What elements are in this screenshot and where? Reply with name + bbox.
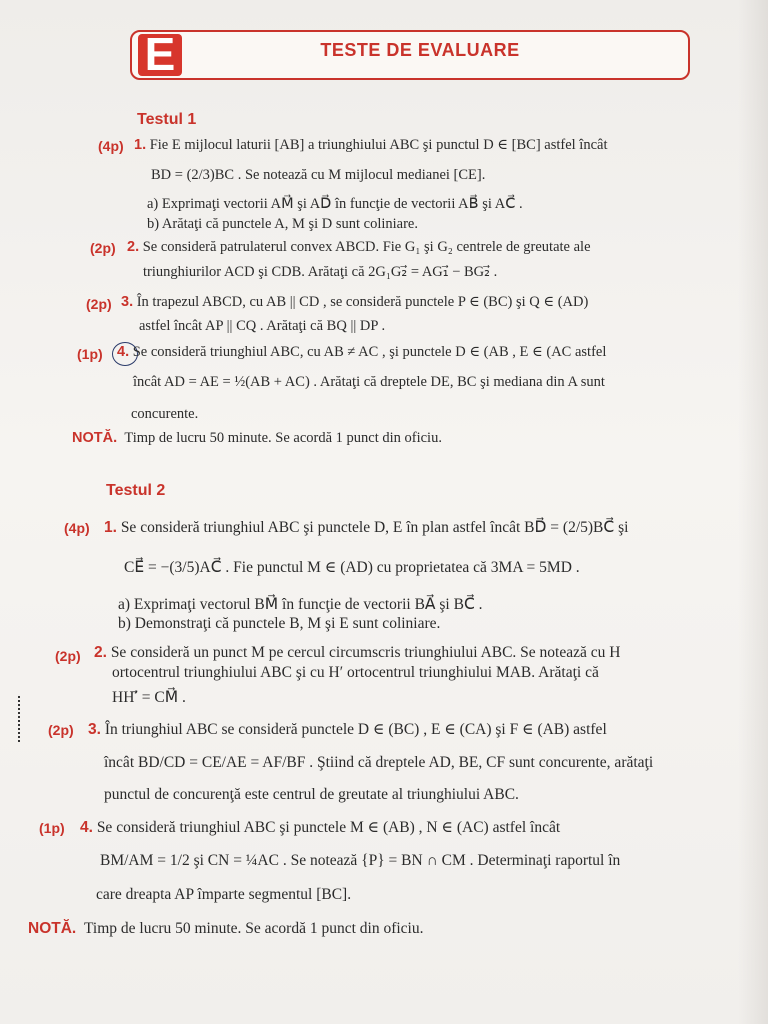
test2-p3-text: În triunghiul ABC se consideră punctele D ∈ (BC) , E ∈ (CA) şi F ∈ (AB) astfel — [104, 721, 607, 738]
test1-note-text: Timp de lucru 50 minute. Se acordă 1 punct din oficiu. — [124, 430, 442, 446]
test2-title: Testul 2 — [106, 482, 166, 499]
test2-note — [28, 920, 423, 938]
test2-note-label: NOTĂ. — [28, 920, 77, 937]
section-letter: E — [144, 28, 176, 80]
test1-p1-b: b) Arătaţi că punctele A, M şi D sunt coliniare. — [147, 216, 418, 232]
test2-p4-text: Se consideră triunghiul ABC şi punctele M ∈ (AB) , N ∈ (AC) astfel încât — [96, 819, 561, 836]
test2-p1-line2: CE⃗ = −(3/5)AC⃗ . Fie punctul M ∈ (AD) cu proprietatea că 3MA = 5MD . — [124, 559, 580, 576]
test1-p3-number: 3. — [121, 294, 134, 310]
test1-p4-points: (1p) — [77, 346, 103, 362]
test1-p2-text: Se consideră patrulaterul convex ABCD. Fie G₁ şi G₂ centrele de greutate ale — [142, 239, 591, 255]
test2-p4-line1 — [80, 818, 560, 837]
page-edge-shadow — [738, 0, 768, 1024]
test2-p4-line3: care dreapta AP împarte segmentul [BC]. — [96, 886, 352, 903]
test1-p3-line2: astfel încât AP || CQ . Arătaţi că BQ || DP . — [139, 318, 386, 334]
test2-p3-number: 3. — [88, 721, 101, 738]
test2-p4-line2: BM/AM = 1/2 şi CN = ¼AC . Se notează {P} = BN ∩ CM . Determinaţi raportul în — [100, 852, 621, 869]
test1-p4-number: 4. — [117, 344, 130, 360]
test2-p1-text: Se consideră triunghiul ABC şi punctele D, E în plan astfel încât BD⃗ = (2/5)BC⃗ şi — [120, 519, 629, 536]
test1-p1-points: (4p) — [98, 138, 124, 154]
test1-note-label: NOTĂ. — [72, 430, 118, 446]
test2-p3-line2: încât BD/CD = CE/AE = AF/BF . Ştiind că dreptele AD, BE, CF sunt concurente, arătaţi — [104, 754, 654, 771]
test1-p3-line1 — [121, 294, 588, 311]
test2-p2-line1 — [94, 644, 620, 662]
test2-p3-points: (2p) — [48, 722, 74, 738]
test1-p3-points: (2p) — [86, 296, 112, 312]
test1-p2-line1 — [127, 239, 591, 256]
test2-p1-a: a) Exprimaţi vectorul BM⃗ în funcţie de vectorii BA⃗ şi BC⃗ . — [118, 596, 483, 613]
test2-p3-line3: punctul de concurenţă este centrul de greutate al triunghiului ABC. — [104, 786, 519, 803]
test2-p1-points: (4p) — [64, 520, 90, 536]
test2-p4-points: (1p) — [39, 820, 65, 836]
test2-p2-number: 2. — [94, 644, 107, 661]
test2-p3-line1 — [88, 720, 607, 739]
test1-p4-line2: încât AD = AE = ½(AB + AC) . Arătaţi că dreptele DE, BC şi mediana din A sunt — [133, 374, 605, 390]
test1-p1-line2: BD = (2/3)BC . Se notează cu M mijlocul medianei [CE]. — [151, 167, 486, 183]
test1-p1-line1 — [134, 137, 607, 154]
page-title: TESTE DE EVALUARE — [320, 40, 520, 60]
test1-p1-a: a) Exprimaţi vectorii AM⃗ şi AD⃗ în funcţie de vectorii AB⃗ şi AC⃗ . — [147, 196, 523, 212]
test1-note — [72, 430, 442, 447]
test1-p2-line2: triunghiurilor ACD şi CDB. Arătaţi că 2G₁G₂⃗ = AG₁⃗ − BG₂⃗ . — [143, 264, 498, 280]
test2-p2-points: (2p) — [55, 648, 81, 664]
test1-p1-number: 1. — [134, 137, 147, 153]
test2-note-text: Timp de lucru 50 minute. Se acordă 1 punct din oficiu. — [83, 920, 424, 937]
test2-p1-b: b) Demonstraţi că punctele B, M şi E sunt coliniare. — [118, 615, 441, 632]
test1-title: Testul 1 — [137, 111, 197, 128]
test2-p2-line3: HH′⃗ = CM⃗ . — [112, 689, 186, 706]
test2-p1-number: 1. — [104, 519, 117, 536]
test1-p2-points: (2p) — [90, 240, 116, 256]
test1-p4-line1 — [117, 344, 606, 361]
test1-p4-line3: concurente. — [131, 406, 199, 422]
test2-p2-text: Se consideră un punct M pe cercul circumscris triunghiului ABC. Se notează cu H — [110, 644, 621, 661]
margin-mark — [18, 696, 23, 742]
test2-p1-line1 — [104, 518, 628, 537]
test2-p2-line2: ortocentrul triunghiului ABC şi cu H′ ortocentrul triunghiului MAB. Arătaţi că — [112, 664, 599, 681]
test1-p2-number: 2. — [127, 239, 140, 255]
test1-p4-text: Se consideră triunghiul ABC, cu AB ≠ AC , şi punctele D ∈ (AB , E ∈ (AC astfel — [132, 344, 607, 360]
test1-p1-text: Fie E mijlocul laturii [AB] a triunghiului ABC şi punctul D ∈ [BC] astfel încât — [149, 137, 608, 153]
test1-p3-text: În trapezul ABCD, cu AB || CD , se consideră punctele P ∈ (BC) şi Q ∈ (AD) — [136, 294, 589, 310]
test2-p4-number: 4. — [80, 819, 93, 836]
